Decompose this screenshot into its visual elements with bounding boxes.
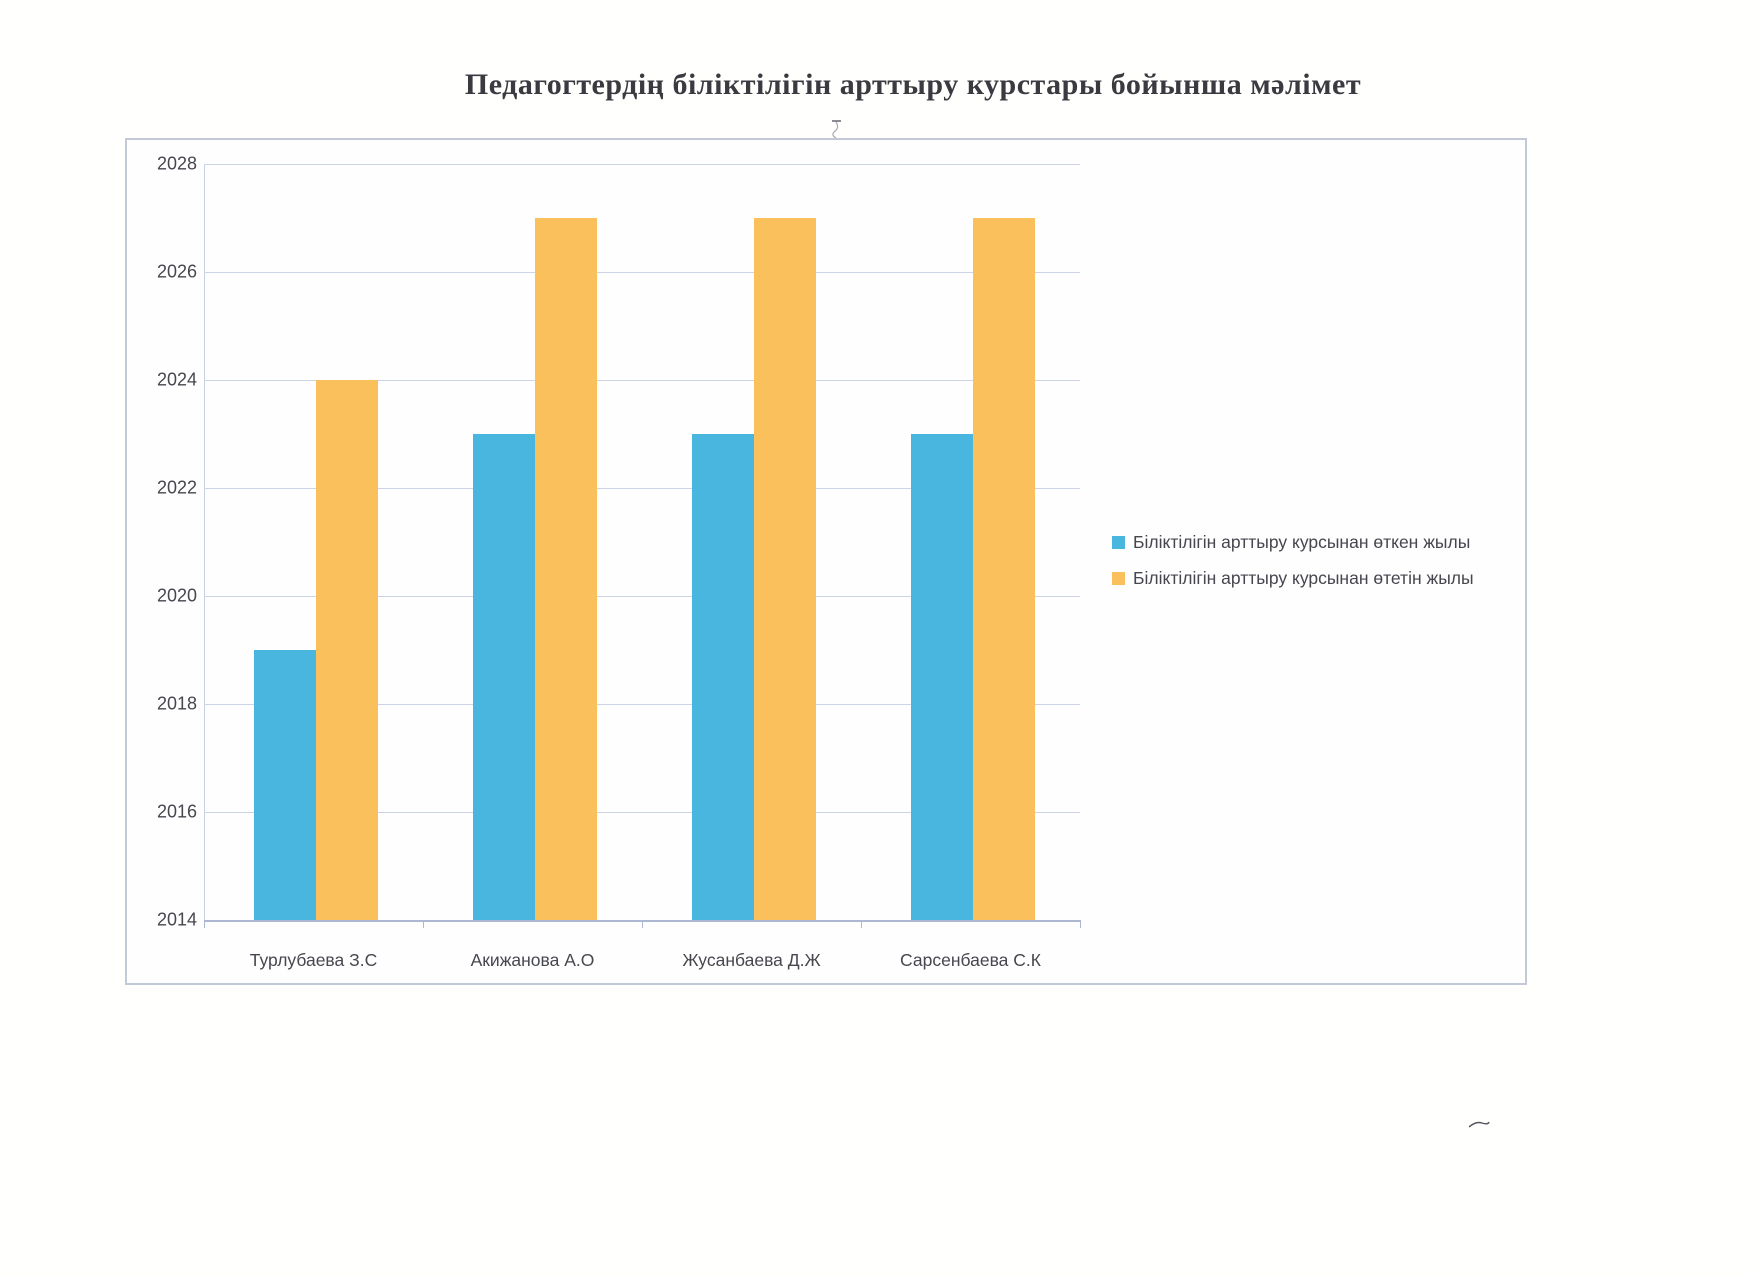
y-tick-label: 2016: [156, 801, 197, 822]
scan-artifact-bottom-right: [1468, 1118, 1490, 1130]
y-tick-label: 2018: [156, 693, 197, 714]
bar-series2: [973, 218, 1035, 920]
category-label: Жусанбаева Д.Ж: [682, 950, 821, 970]
bar-series2: [754, 218, 816, 920]
y-tick-label: 2026: [156, 261, 197, 282]
category-label: Акижанова А.О: [470, 950, 595, 970]
legend-swatch-icon: [1112, 572, 1125, 585]
legend: [1112, 532, 1474, 589]
legend-item: [1112, 568, 1474, 589]
x-tick: [861, 920, 862, 928]
category-label: Турлубаева З.С: [249, 950, 378, 970]
x-tick: [204, 920, 205, 928]
category-label: Сарсенбаева С.К: [900, 950, 1041, 970]
plot-area: [204, 164, 1080, 920]
y-tick-label: 2024: [156, 369, 197, 390]
bar-series1: [473, 434, 535, 920]
y-tick-label: 2020: [156, 585, 197, 606]
chart-title: Педагогтердің біліктілігін арттыру курстары бойынша мәлімет: [464, 68, 1362, 101]
chart-container: [125, 138, 1527, 985]
gridline: [204, 164, 1080, 165]
bar-series2: [316, 380, 378, 920]
legend-label: Біліктілігін арттыру курсынан өтетін жылы: [1133, 568, 1474, 588]
legend-label: Біліктілігін арттыру курсынан өткен жылы: [1133, 532, 1471, 552]
bar-series1: [692, 434, 754, 920]
gridline: [204, 272, 1080, 273]
x-tick: [642, 920, 643, 928]
x-tick: [1080, 920, 1081, 928]
legend-swatch-icon: [1112, 536, 1125, 549]
bar-series1: [254, 650, 316, 920]
bar-series2: [535, 218, 597, 920]
bar-series1: [911, 434, 973, 920]
x-tick: [423, 920, 424, 928]
y-tick-label: 2028: [156, 153, 197, 174]
legend-item: [1112, 532, 1474, 553]
y-tick-label: 2014: [156, 909, 197, 930]
y-tick-label: 2022: [156, 477, 197, 498]
